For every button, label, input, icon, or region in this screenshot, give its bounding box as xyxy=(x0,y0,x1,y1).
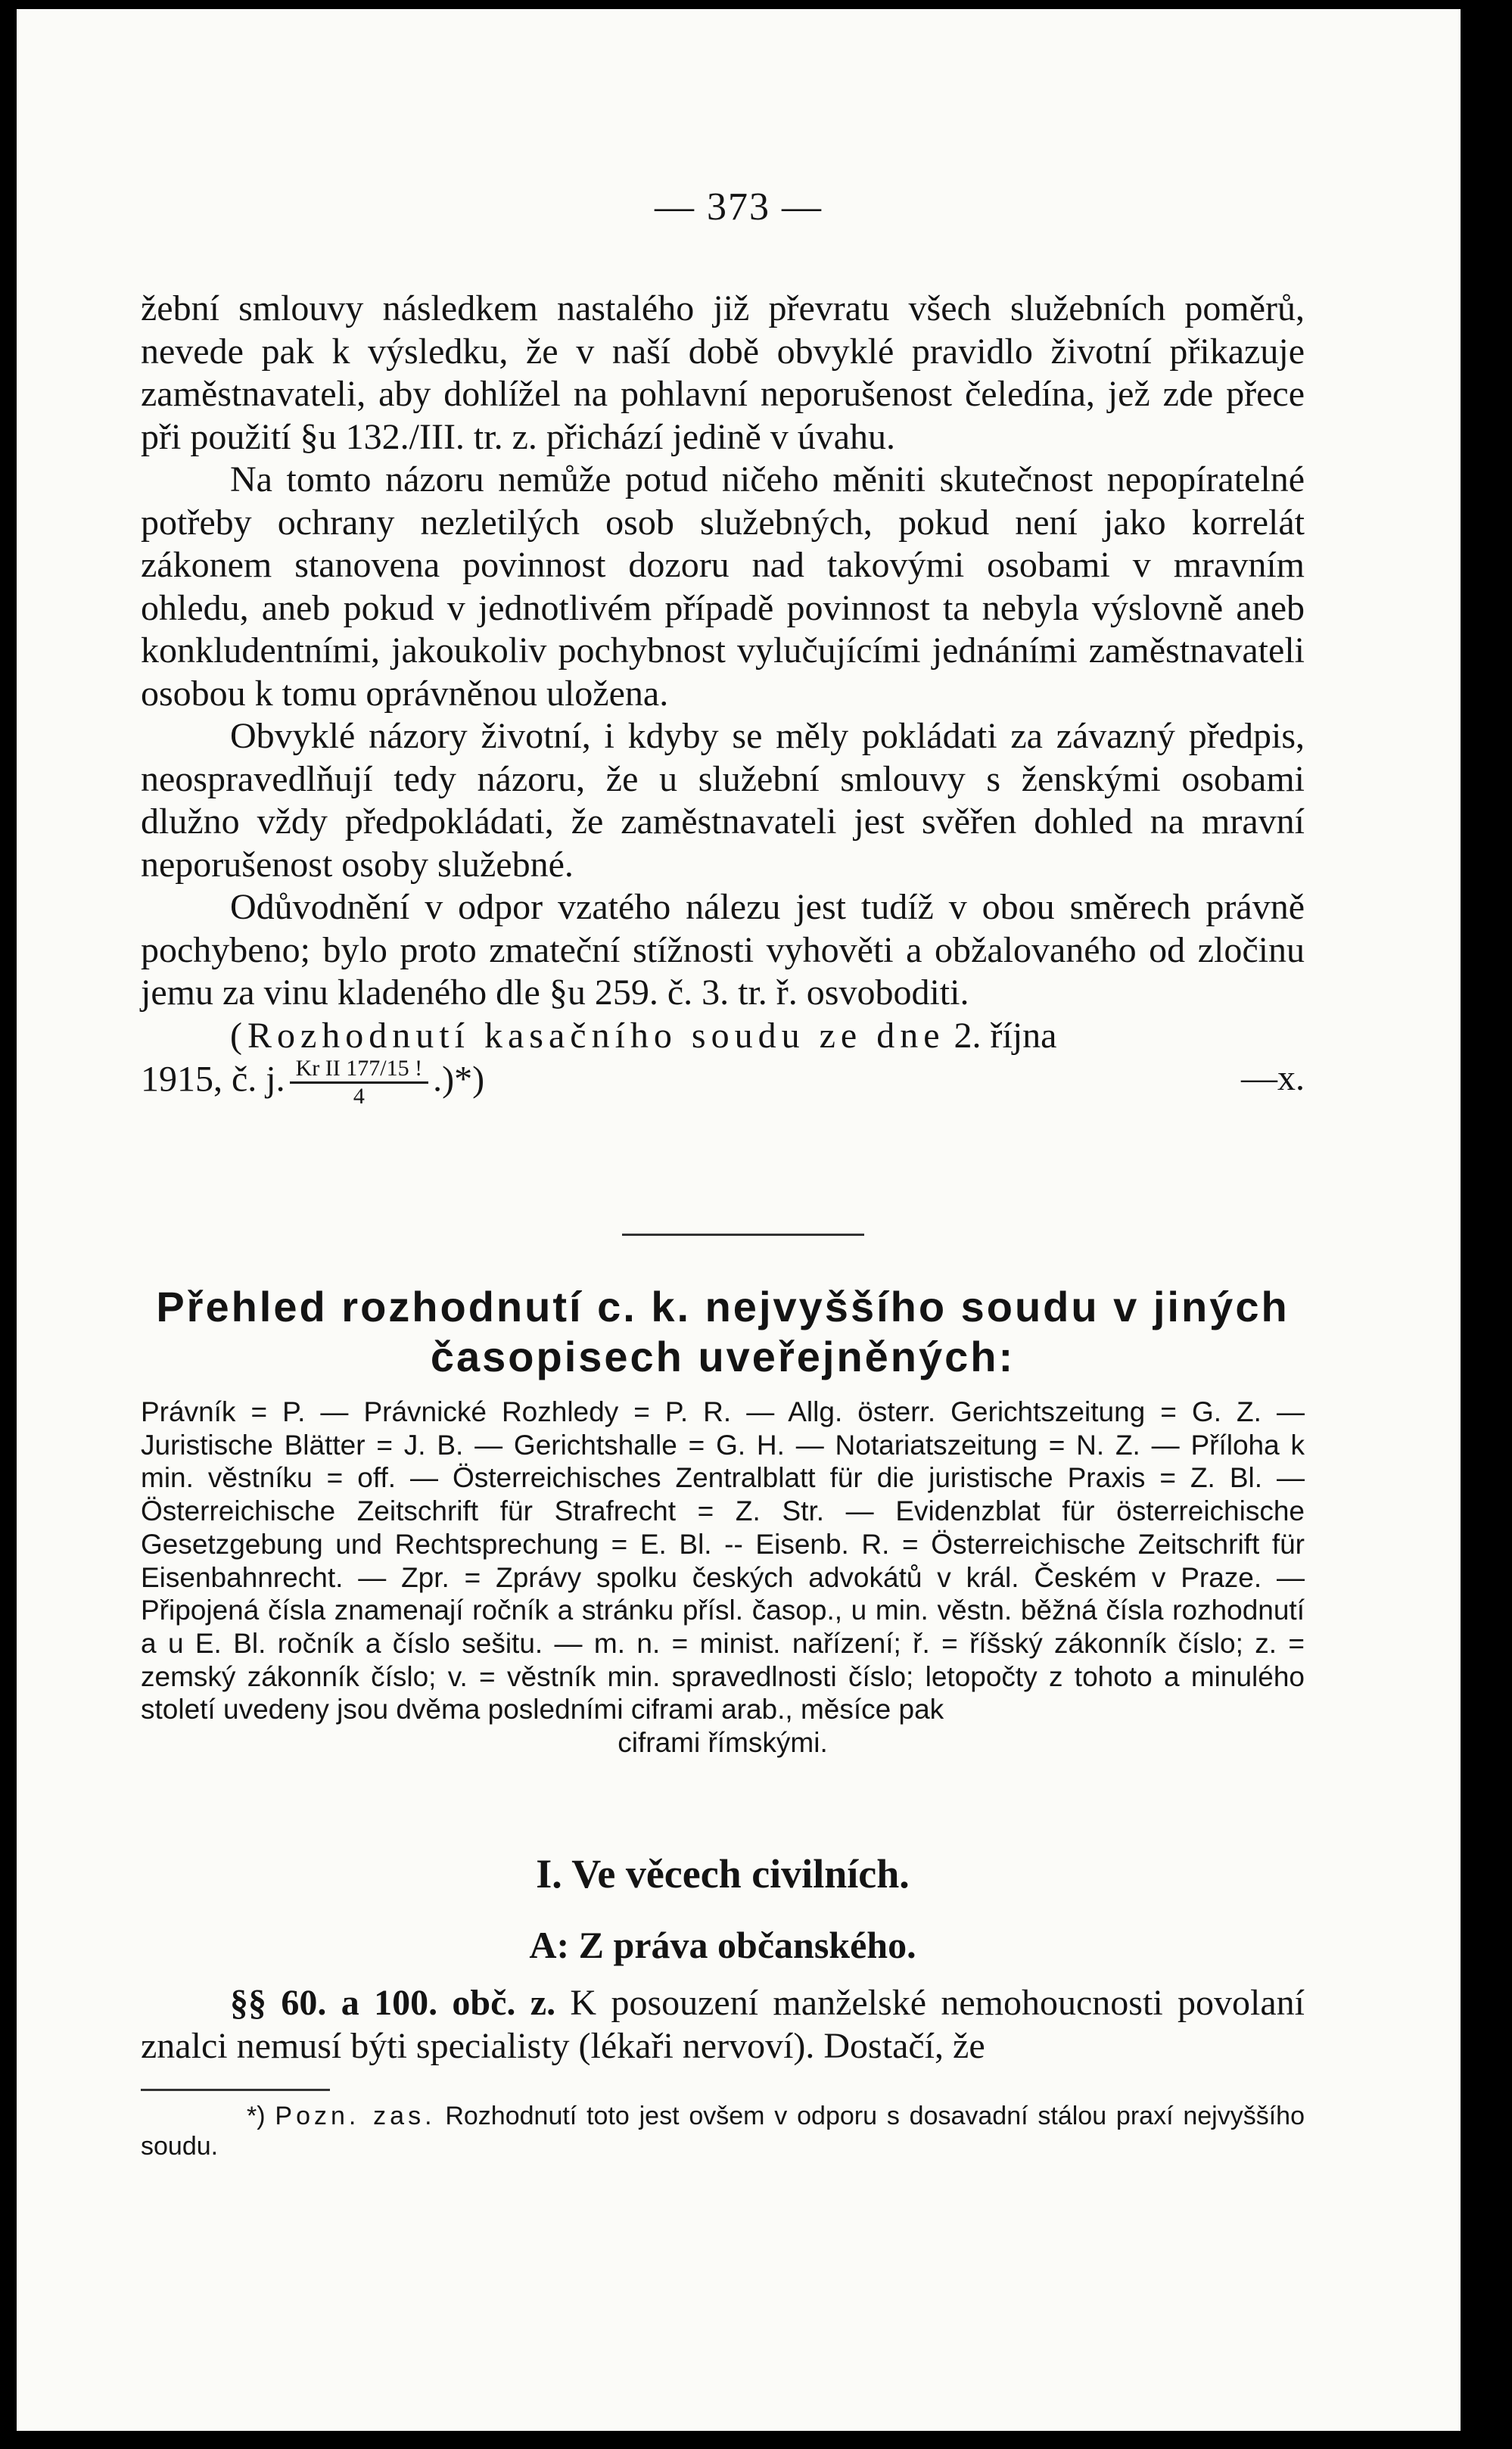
heading-line-1: Přehled rozhodnutí c. k. nejvyššího soudu v jiných xyxy=(156,1283,1290,1330)
decision-citation xyxy=(141,1015,1305,1058)
decision-date: 2. října xyxy=(954,1015,1057,1056)
fraction-denominator: 4 xyxy=(353,1084,365,1109)
abbreviations-last-line: ciframi římskými. xyxy=(618,1727,828,1759)
decision-suffix: .)*) xyxy=(433,1059,485,1100)
fraction-numerator: Kr II 177/15 ! xyxy=(290,1057,428,1084)
paragraph: Na tomto názoru nemůže potud ničeho měniti skutečnost nepopíratelné potřeby ochrany nezletilých osob služebných, pokud není jako korrelát zákonem stanovena povinnost dozoru nad takovými osobami v mravním ohledu, aneb pokud v jednotlivém případě povinnost ta nebyla výslovně aneb konkludentními, jakoukoliv pochybnost vylučujícími jednáními zaměstnavateli osobou k tomu oprávněnou uložena. xyxy=(141,459,1305,714)
section-title: I. Ve věcech civilních. xyxy=(536,1851,910,1897)
decision-year: 1915, č. j. xyxy=(141,1059,285,1100)
separator-rule xyxy=(622,1234,864,1236)
decision-spaced-text: (Rozhodnutí kasačního soudu ze dne xyxy=(230,1015,945,1056)
footnote-text: Rozhodnutí toto jest ovšem v odporu s dosavadní stálou praxí nejvyššího soudu. xyxy=(141,2102,1305,2161)
author-sign: —x. xyxy=(1241,1058,1305,1098)
main-text xyxy=(141,288,1305,1108)
overview-heading xyxy=(141,1282,1305,1382)
paragraph: Obvyklé názory životní, i kdyby se měly pokládati za závazný předpis, neospravedlňují tedy názoru, že u služební smlouvy s ženskými osobami dlužno vždy předpokládati, že zaměstnavateli jest svěřen dohled na mravní neporušenost osoby služebné. xyxy=(141,716,1305,885)
final-paragraph-text: K posouzení manželské nemohoucnosti povolaní znalci nemusí býti specialisty (lékaři nervoví). Dostačí, že xyxy=(141,1983,1305,2066)
document-page xyxy=(17,9,1461,2431)
paragraph: Odůvodnění v odpor vzatého nálezu jest tudíž v obou směrech právně pochybeno; bylo proto zmateční stížnosti vyhověti a obžalovaného od zločinu jemu za vinu kladeného dle §u 259. č. 3. tr. ř. osvoboditi. xyxy=(141,887,1305,1013)
file-fraction xyxy=(290,1057,428,1108)
footnote-label: Pozn. zas. xyxy=(275,2102,436,2130)
page-number: — 373 — xyxy=(655,185,823,229)
statute-reference: §§ 60. a 100. obč. z. xyxy=(230,1983,556,2023)
abbreviations-block xyxy=(141,1396,1305,1760)
subsection-title: A: Z práva občanského. xyxy=(529,1924,916,1966)
heading-line-2: časopisech uveřejněných: xyxy=(430,1333,1016,1380)
footnote xyxy=(141,2101,1305,2161)
paragraph-continued: žební smlouvy následkem nastalého již převratu všech služebních poměrů, nevede pak k výsledku, že v naší době obvyklé pravidlo životní přikazuje zaměstnavateli, aby dohlížel na pohlavní neporušenost čeledína, jež zde přece při použití §u 132./III. tr. z. přichází jedině v úvahu. xyxy=(141,288,1305,457)
final-paragraph xyxy=(141,1981,1305,2068)
footnote-mark: *) xyxy=(247,2102,266,2130)
decision-file-number xyxy=(141,1057,484,1108)
decision-reference xyxy=(141,1057,1305,1108)
abbreviations-text: Právník = P. — Právnické Rozhledy = P. R. — Allg. österr. Gerichtszeitung = G. Z. — Juristische Blätter = J. B. — Gerichtshalle = G. H. — Notariatszeitung = N. Z. — Příloha k min. věstníku = off. — Österreichisches Zentralblatt für die juristische Praxis = Z. Bl. — Österreichische Zeitschrift für Strafrecht = Z. Str. — Evidenzblat für österreichische Gesetzgebung und Rechtsprechung = E. Bl. -- Eisenb. R. = Österreichische Zeitschrift für Eisenbahnrecht. — Zpr. = Zprávy spolku českých advokátů v král. Českém v Praze. — Připojená čísla znamenají ročník a stránku přísl. časop., u min. věstn. běžná čísla rozhodnutí a u E. Bl. ročník a číslo sešitu. — m. n. = minist. nařízení; ř. = říšský zákonník číslo; z. = zemský zákonník číslo; v. = věstník min. spravedlnosti číslo; letopočty z tohoto a minulého století uvedeny jsou dvěma posledními ciframi arab., měsíce pak xyxy=(141,1396,1305,1726)
footnote-rule xyxy=(141,2089,330,2091)
